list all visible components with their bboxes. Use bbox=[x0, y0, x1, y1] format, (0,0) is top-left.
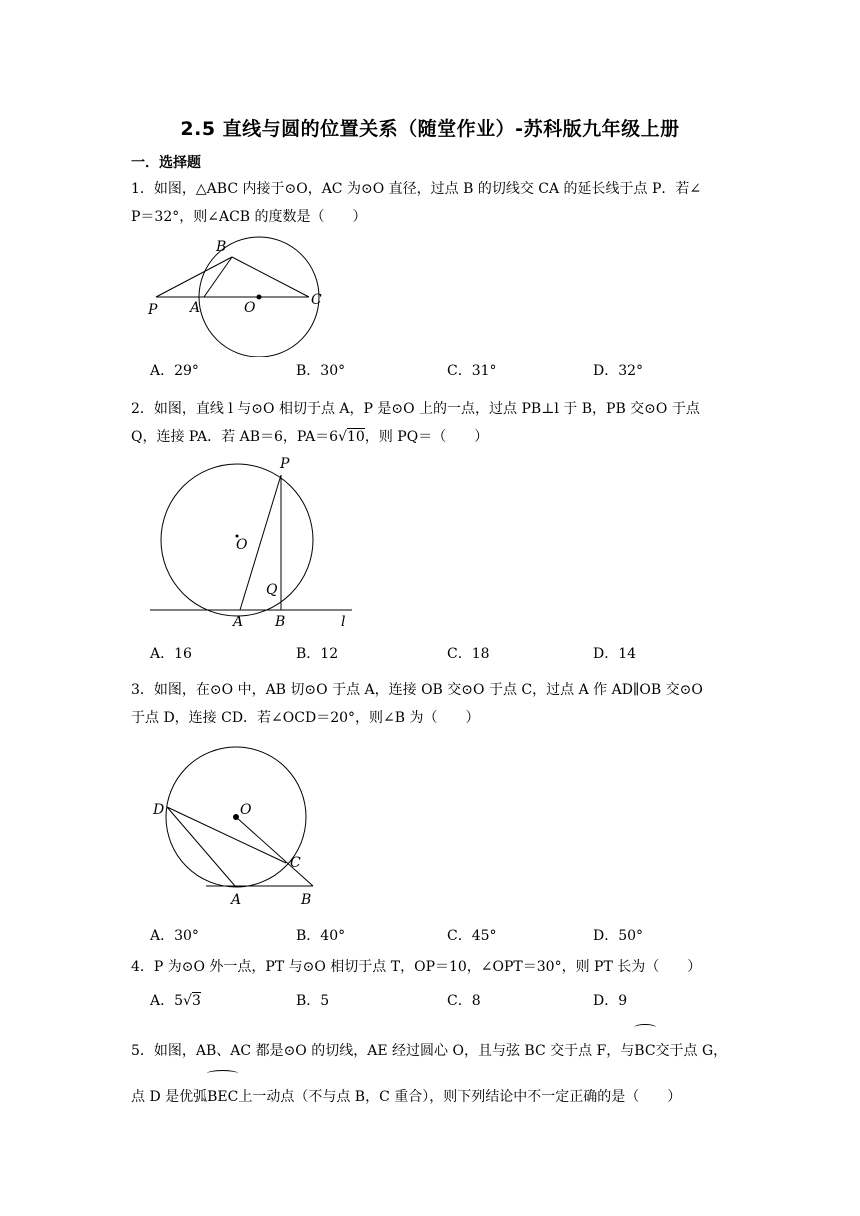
q2-label-l: l bbox=[341, 614, 346, 630]
sqrt-radicand: 10 bbox=[347, 429, 365, 445]
question-2-line-1: 2．如图，直线 l 与⊙O 相切于点 A，P 是⊙O 上的一点，过点 PB⊥l 于 B，PB 交⊙O 于点 bbox=[131, 401, 700, 417]
q1-option-c[interactable]: C．31° bbox=[447, 363, 497, 379]
q2-label-a: A bbox=[233, 614, 244, 630]
question-2-figure bbox=[140, 450, 360, 639]
question-5-line-1: 5．如图，AB、AC 都是⊙O 的切线，AE 经过圆心 O，且与弦 BC 交于点 F，与BC交于点 G， bbox=[131, 1028, 731, 1074]
q1-label-p: P bbox=[148, 302, 158, 318]
q1-label-a: A bbox=[190, 300, 201, 316]
q2-option-c[interactable]: C．18 bbox=[447, 646, 490, 662]
question-3-text bbox=[131, 676, 731, 732]
question-1-text bbox=[131, 175, 731, 231]
q3-label-a: A bbox=[231, 892, 242, 908]
question-2-text bbox=[131, 395, 731, 451]
q4-option-b[interactable]: B．5 bbox=[296, 993, 330, 1009]
q4-option-a[interactable]: A．5√3 bbox=[150, 993, 201, 1009]
question-2-line-2: Q，连接 PA．若 AB＝6，PA＝6√10，则 PQ＝（ ） bbox=[131, 429, 489, 445]
question-3-line-2: 于点 D，连接 CD．若∠OCD＝20°，则∠B 为（ ） bbox=[131, 710, 480, 726]
q3-label-d: D bbox=[153, 802, 165, 818]
q1-option-d[interactable]: D．32° bbox=[593, 363, 644, 379]
question-5-text bbox=[131, 1028, 731, 1120]
q1-label-o: O bbox=[244, 300, 256, 316]
question-5-line-2: 点 D 是优弧BEC上一动点（不与点 B，C 重合），则下列结论中不一定正确的是（ ） bbox=[131, 1074, 731, 1120]
page-title: 2.5 直线与圆的位置关系（随堂作业）-苏科版九年级上册 bbox=[180, 118, 680, 140]
q2-option-b[interactable]: B．12 bbox=[296, 646, 339, 662]
q2-label-b: B bbox=[275, 614, 286, 630]
q3-label-c: C bbox=[290, 855, 301, 871]
q4-option-c[interactable]: C．8 bbox=[447, 993, 481, 1009]
q3-option-d[interactable]: D．50° bbox=[593, 928, 644, 944]
q2-label-o: O bbox=[236, 537, 248, 553]
q2-option-a[interactable]: A．16 bbox=[150, 646, 192, 662]
arc-bec: BEC bbox=[207, 1074, 238, 1120]
q3-option-b[interactable]: B．40° bbox=[296, 928, 346, 944]
q3-option-a[interactable]: A．30° bbox=[150, 928, 199, 944]
q2-option-d[interactable]: D．14 bbox=[593, 646, 637, 662]
question-4-text: 4．P 为⊙O 外一点，PT 与⊙O 相切于点 T，OP＝10，∠OPT＝30°，则 PT 长为（ ） bbox=[131, 959, 702, 975]
question-3-line-1: 3．如图，在⊙O 中，AB 切⊙O 于点 A，连接 OB 交⊙O 于点 C，过点 A 作 AD∥OB 交⊙O bbox=[131, 682, 703, 698]
q1-option-b[interactable]: B．30° bbox=[296, 363, 346, 379]
question-1-figure bbox=[140, 232, 340, 361]
question-1-line-2: P＝32°，则∠ACB 的度数是（ ） bbox=[131, 209, 367, 225]
sqrt-symbol: √ bbox=[338, 429, 348, 445]
q2-label-q: Q bbox=[266, 582, 278, 598]
q2-label-p: P bbox=[280, 456, 290, 472]
arc-bc: BC bbox=[634, 1028, 655, 1074]
question-3-figure bbox=[145, 742, 345, 916]
section-heading: 一．选择题 bbox=[131, 155, 201, 171]
q1-label-b: B bbox=[216, 239, 227, 255]
q3-option-c[interactable]: C．45° bbox=[447, 928, 497, 944]
q3-label-b: B bbox=[301, 892, 312, 908]
q3-label-o: O bbox=[240, 802, 252, 818]
q4-option-d[interactable]: D．9 bbox=[593, 993, 628, 1009]
question-1-line-1: 1．如图，△ABC 内接于⊙O，AC 为⊙O 直径，过点 B 的切线交 CA 的延长线于点 P．若∠ bbox=[131, 181, 702, 197]
q1-label-c: C bbox=[311, 292, 322, 308]
q1-option-a[interactable]: A．29° bbox=[150, 363, 199, 379]
